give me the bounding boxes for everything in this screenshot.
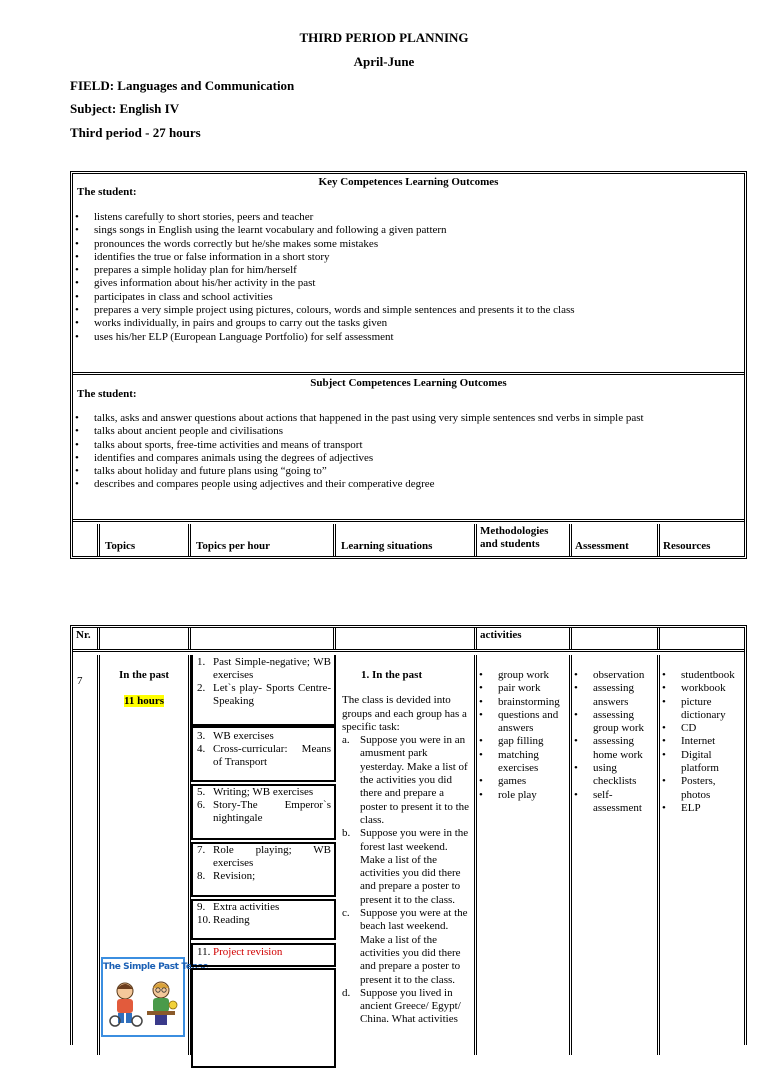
field-label: FIELD: Languages and Communication bbox=[70, 78, 295, 93]
header-nr-cell bbox=[73, 524, 100, 556]
list-item: • assessing answers bbox=[572, 682, 655, 709]
hour-block-5 bbox=[191, 899, 336, 940]
hour-item: 7. Role playing; WB exercises bbox=[197, 844, 331, 869]
header-topics-per-hour: Topics per hour bbox=[191, 524, 336, 556]
list-item: • ELP bbox=[660, 802, 742, 815]
subject-competences-section bbox=[73, 376, 744, 522]
header-resources-cont bbox=[660, 628, 744, 649]
list-item: • sings songs in English using the learnt vocabulary and following a given pattern bbox=[73, 224, 744, 237]
list-item: • uses his/her ELP (European Language Portfolio) for self assessment bbox=[73, 331, 744, 344]
image-title: The Simple Past Tense bbox=[103, 962, 209, 972]
situation-item: a. Suppose you were in an amusment park yesterday. Make a list of the activities you did there and prepare a poster to present it to the class. bbox=[342, 734, 470, 826]
row-topic-cell bbox=[100, 655, 209, 1055]
list-item: • identifies the true or false information in a short story bbox=[73, 251, 744, 264]
row-resources-cell bbox=[660, 655, 744, 1055]
list-item: • listens carefully to short stories, peers and teacher bbox=[73, 211, 744, 224]
list-item: • brainstorming bbox=[477, 696, 567, 709]
header-assessment: Assessment bbox=[572, 524, 660, 556]
row-learning-situations-cell bbox=[339, 655, 477, 1055]
header-nr: Nr. bbox=[73, 628, 100, 649]
simple-past-tense-image bbox=[101, 957, 209, 1037]
header-activities: activities bbox=[477, 628, 572, 649]
hour-block-6 bbox=[191, 943, 336, 967]
list-item: • workbook bbox=[660, 682, 742, 695]
list-item: • assessing group work bbox=[572, 709, 655, 736]
header-learning-situations: Learning situations bbox=[336, 524, 477, 556]
hour-item: 2. Let`s play- Sports Centre- Speaking bbox=[197, 682, 331, 707]
table-continued-header-row bbox=[73, 628, 744, 652]
row-nr-cell bbox=[73, 655, 100, 1055]
key-competences-list bbox=[73, 211, 744, 344]
list-item: • talks about holiday and future plans using “going to” bbox=[73, 465, 744, 478]
hour-block-4 bbox=[191, 842, 336, 897]
hour-block-7 bbox=[191, 968, 336, 1068]
table-header-row bbox=[73, 524, 744, 556]
list-item: • Internet bbox=[660, 735, 742, 748]
header-learning-situations-cont bbox=[336, 628, 477, 649]
row-topics-per-hour-cell bbox=[191, 655, 336, 1055]
hour-item: 8. Revision; bbox=[197, 870, 256, 882]
competences-table bbox=[70, 171, 747, 559]
list-item: • Digital platform bbox=[660, 749, 742, 776]
row-topic: In the past bbox=[118, 669, 170, 681]
list-item: • CD bbox=[660, 722, 742, 735]
list-item: • describes and compares people using adjectives and their comperative degree bbox=[73, 478, 744, 491]
resources-list bbox=[660, 669, 744, 815]
subject-competences-student-label: The student: bbox=[77, 388, 137, 400]
list-item: • role play bbox=[477, 789, 567, 802]
hour-item: 4. Cross-curricular: Means of Transport bbox=[197, 743, 331, 768]
subject-competences-title: Subject Competences Learning Outcomes bbox=[310, 377, 507, 389]
list-item: • Posters, photos bbox=[660, 775, 742, 802]
row-assessment-cell bbox=[572, 655, 660, 1055]
list-item: • talks about sports, free-time activities and means of transport bbox=[73, 439, 744, 452]
subject-competences-list bbox=[73, 412, 744, 492]
situation-item: b. Suppose you were in the forest last weekend. Make a list of the activities you did there and prepare a poster to present it to the class. bbox=[342, 827, 469, 906]
situation-item: c. Suppose you were at the beach last weekend. Make a list of the activities you did there and prepare a poster to present it to the class. bbox=[342, 907, 468, 986]
list-item: • gap filling bbox=[477, 735, 567, 748]
list-item: • talks about ancient people and civilisations bbox=[73, 425, 744, 438]
list-item: • gives information about his/her activity in the past bbox=[73, 277, 744, 290]
list-item: • self-assessment bbox=[572, 789, 655, 816]
key-competences-title: Key Competences Learning Outcomes bbox=[318, 176, 499, 188]
hour-item: 11. Project revision bbox=[197, 946, 283, 958]
hour-block-3 bbox=[191, 784, 336, 840]
hour-item: 6. Story-The Emperor`s nightingale bbox=[197, 799, 331, 824]
row-hours: 11 hours bbox=[123, 695, 165, 707]
hour-item: 10. Reading bbox=[197, 914, 250, 926]
planning-table bbox=[70, 625, 747, 1045]
hour-block-1 bbox=[191, 655, 336, 726]
assessment-list bbox=[572, 669, 657, 815]
table-row bbox=[73, 655, 744, 1055]
list-item: • prepares a simple holiday plan for him/herself bbox=[73, 264, 744, 277]
list-item: • prepares a very simple project using pictures, colours, words and simple sentences and presents it to the class bbox=[73, 304, 744, 317]
row-methodologies-cell bbox=[477, 655, 572, 1055]
list-item: • using checklists bbox=[572, 762, 655, 789]
situation-item: d. Suppose you lived in ancient Greece/ Egypt/ China. What activities bbox=[342, 986, 461, 1026]
list-item: • group work bbox=[477, 669, 567, 682]
list-item: • pair work bbox=[477, 682, 567, 695]
list-item: • studentbook bbox=[660, 669, 742, 682]
key-competences-section bbox=[73, 174, 744, 375]
list-item: • pronounces the words correctly but he/she makes some mistakes bbox=[73, 238, 744, 251]
list-item: • picture dictionary bbox=[660, 696, 742, 723]
list-item: • assessing home work bbox=[572, 735, 655, 762]
hour-item: 1. Past Simple-negative; WB exercises bbox=[197, 656, 331, 681]
cartoon-children-illustration bbox=[103, 977, 183, 1033]
list-item: • works individually, in pairs and groups to carry out the tasks given bbox=[73, 317, 744, 330]
key-competences-student-label: The student: bbox=[77, 186, 137, 198]
hour-item: 9. Extra activities bbox=[197, 901, 280, 913]
header-resources: Resources bbox=[663, 540, 711, 552]
situation-title: 1. In the past bbox=[361, 669, 423, 681]
list-item: • games bbox=[477, 775, 567, 788]
header-methodologies: Methodologies and students bbox=[477, 524, 572, 556]
document-subtitle: April-June bbox=[353, 54, 415, 69]
list-item: • participates in class and school activities bbox=[73, 291, 744, 304]
situation-intro: The class is devided into groups and each group has a specific task: bbox=[342, 694, 467, 733]
header-topics-cont bbox=[100, 628, 191, 649]
methodologies-list bbox=[477, 669, 569, 802]
header-topics: Topics bbox=[100, 524, 191, 556]
situation-list bbox=[342, 734, 471, 1027]
list-item: • matching exercises bbox=[477, 749, 567, 776]
list-item: • identifies and compares animals using the degrees of adjectives bbox=[73, 452, 744, 465]
subject-label: Subject: English IV bbox=[70, 101, 180, 116]
hour-item: 5. Writing; WB exercises bbox=[197, 786, 314, 798]
list-item: • observation bbox=[572, 669, 655, 682]
hour-block-2 bbox=[191, 726, 336, 782]
document-title: THIRD PERIOD PLANNING bbox=[299, 30, 469, 45]
row-number: 7 bbox=[77, 675, 83, 687]
hour-item: 3. WB exercises bbox=[197, 730, 274, 742]
header-assessment-cont bbox=[572, 628, 660, 649]
header-topics-per-hour-cont bbox=[191, 628, 336, 649]
list-item: • questions and answers bbox=[477, 709, 567, 736]
list-item: • talks, asks and answer questions about actions that happened in the past using very simple sentences snd verbs in simple past bbox=[73, 412, 744, 425]
period-label: Third period - 27 hours bbox=[70, 125, 201, 140]
